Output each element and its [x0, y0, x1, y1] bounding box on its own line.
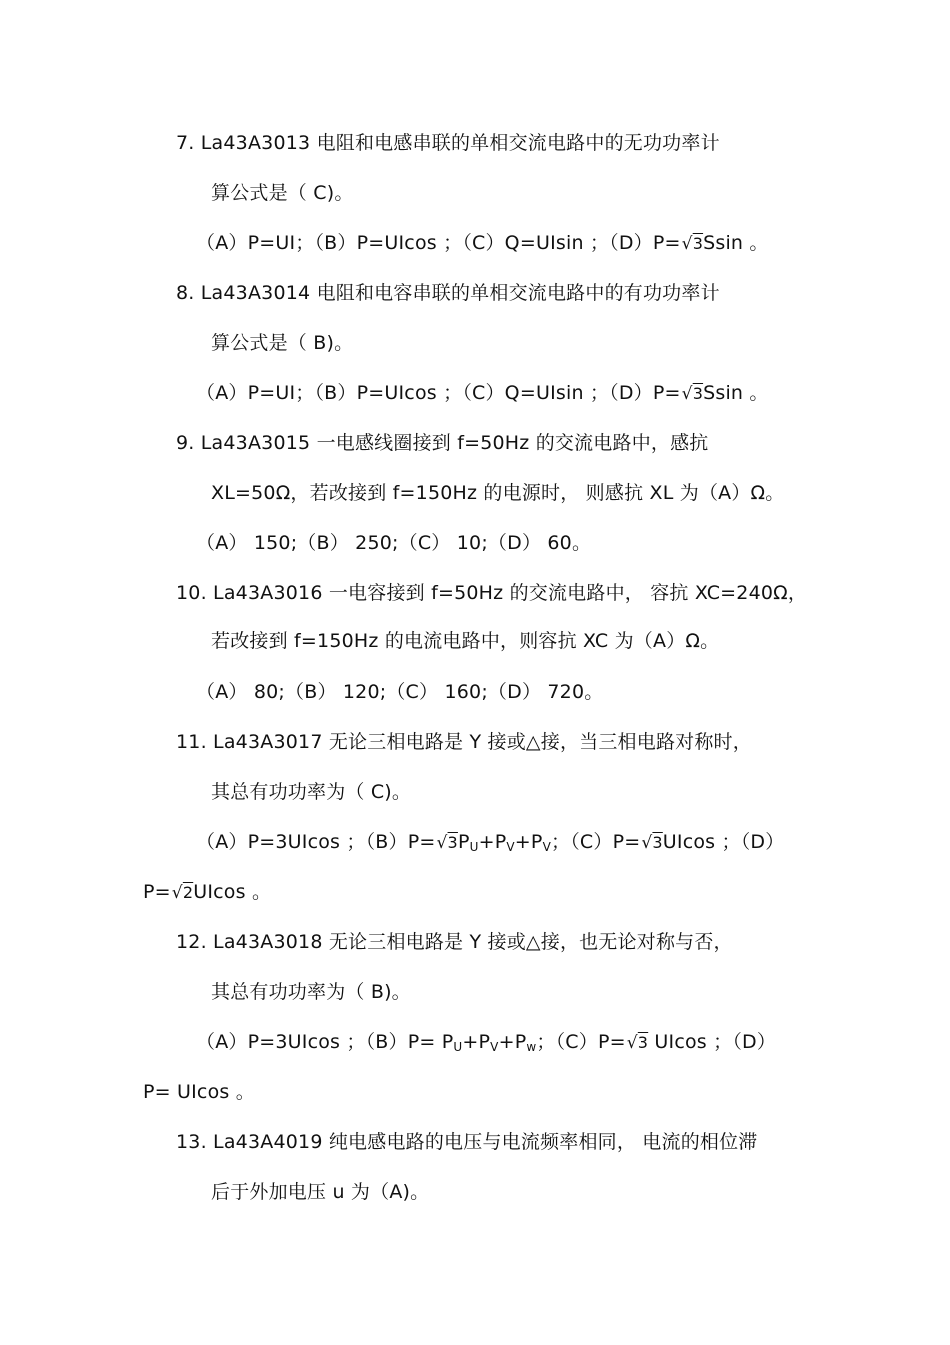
q12-stem-line2: 其总有功功率为（ B)。: [211, 981, 411, 1003]
subscript-v2: V: [542, 840, 551, 854]
q12-options-wrap: P= UIcos 。: [143, 1081, 255, 1103]
q12-option-a: （A）P=3UIcos ；（B）P= P: [196, 1031, 454, 1053]
q12-stem-line1: 12. La43A3018 无论三相电路是 Y 接或△接，也无论对称与否，: [176, 931, 733, 953]
q11-options: [196, 829, 784, 860]
q9-stem-line1: 9. La43A3015 一电感线圈接到 f=50Hz 的交流电路中，感抗: [176, 432, 709, 454]
q12-b-plus2: +P: [498, 1031, 527, 1053]
subscript-w: w: [526, 1040, 537, 1054]
sqrt-symbol: √3: [681, 384, 704, 404]
q8-stem-line1: 8. La43A3014 电阻和电容串联的单相交流电路中的有功功率计: [176, 282, 720, 304]
q8-options-tail: Ssin 。: [703, 382, 769, 404]
radicand: 3: [447, 833, 458, 852]
q11-options-wrap: [143, 879, 271, 906]
sqrt-symbol: √3: [681, 234, 704, 254]
q12-b-plus1: +P: [462, 1031, 491, 1053]
subscript-u: U: [469, 840, 479, 854]
q12-options: [196, 1029, 776, 1060]
q7-options: [196, 230, 769, 257]
q11-b-p: P: [457, 831, 470, 853]
q10-stem-line1: 10. La43A3016 一电容接到 f=50Hz 的交流电路中， 容抗 XC=240Ω，: [176, 582, 808, 604]
subscript-v: V: [490, 1040, 499, 1054]
q8-stem-line2: 算公式是（ B)。: [211, 332, 354, 354]
q13-stem-line2: 后于外加电压 u 为（A)。: [211, 1181, 430, 1203]
subscript-u: U: [453, 1040, 463, 1054]
q9-options: （A） 150;（B） 250;（C） 10;（D） 60。: [196, 532, 592, 554]
q10-stem-line2: 若改接到 f=150Hz 的电流电路中，则容抗 XC 为（A）Ω。: [211, 630, 720, 652]
sqrt-symbol: √3: [626, 1033, 649, 1053]
q7-options-text: （A）P=UI；（B）P=UIcos ；（C）Q=UIsin ；（D）P=: [196, 232, 681, 254]
radicand: 3: [692, 384, 704, 403]
q10-options: （A） 80;（B） 120;（C） 160;（D） 720。: [196, 681, 604, 703]
q12-option-c-tail: UIcos ；（D）: [648, 1031, 777, 1053]
q7-options-tail: Ssin 。: [703, 232, 769, 254]
q9-stem-line2: XL=50Ω，若改接到 f=150Hz 的电源时， 则感抗 XL 为（A）Ω。: [211, 482, 785, 504]
q7-stem-line1: 7. La43A3013 电阻和电感串联的单相交流电路中的无功功率计: [176, 132, 720, 154]
q11-stem-line1: 11. La43A3017 无论三相电路是 Y 接或△接，当三相电路对称时，: [176, 731, 752, 753]
q11-option-d-tail: UIcos 。: [193, 881, 272, 903]
radicand: 3: [692, 234, 704, 253]
q13-stem-line1: 13. La43A4019 纯电感电路的电压与电流频率相同， 电流的相位滞: [176, 1131, 758, 1153]
sqrt-symbol: √3: [436, 833, 458, 853]
sqrt-symbol: √2: [171, 883, 194, 903]
q8-options-text: （A）P=UI；（B）P=UIcos ；（C）Q=UIsin ；（D）P=: [196, 382, 681, 404]
radicand: 3: [637, 1033, 649, 1052]
q11-option-d-prefix: P=: [143, 881, 171, 903]
q11-option-a: （A）P=3UIcos ；（B）P=: [196, 831, 436, 853]
subscript-v: V: [506, 840, 515, 854]
q7-stem-line2: 算公式是（ C)。: [211, 182, 354, 204]
q11-option-c-tail: UIcos ；（D）: [662, 831, 785, 853]
sqrt-symbol: √3: [641, 833, 663, 853]
q11-b-plus2: +P: [514, 831, 543, 853]
q11-stem-line2: 其总有功功率为（ C)。: [211, 781, 412, 803]
q8-options: [196, 380, 769, 407]
radicand: 3: [652, 833, 663, 852]
q11-option-c: ；（C）P=: [551, 831, 641, 853]
q12-option-c: ；（C）P=: [536, 1031, 626, 1053]
q11-b-plus1: +P: [478, 831, 507, 853]
radicand: 2: [182, 883, 194, 902]
